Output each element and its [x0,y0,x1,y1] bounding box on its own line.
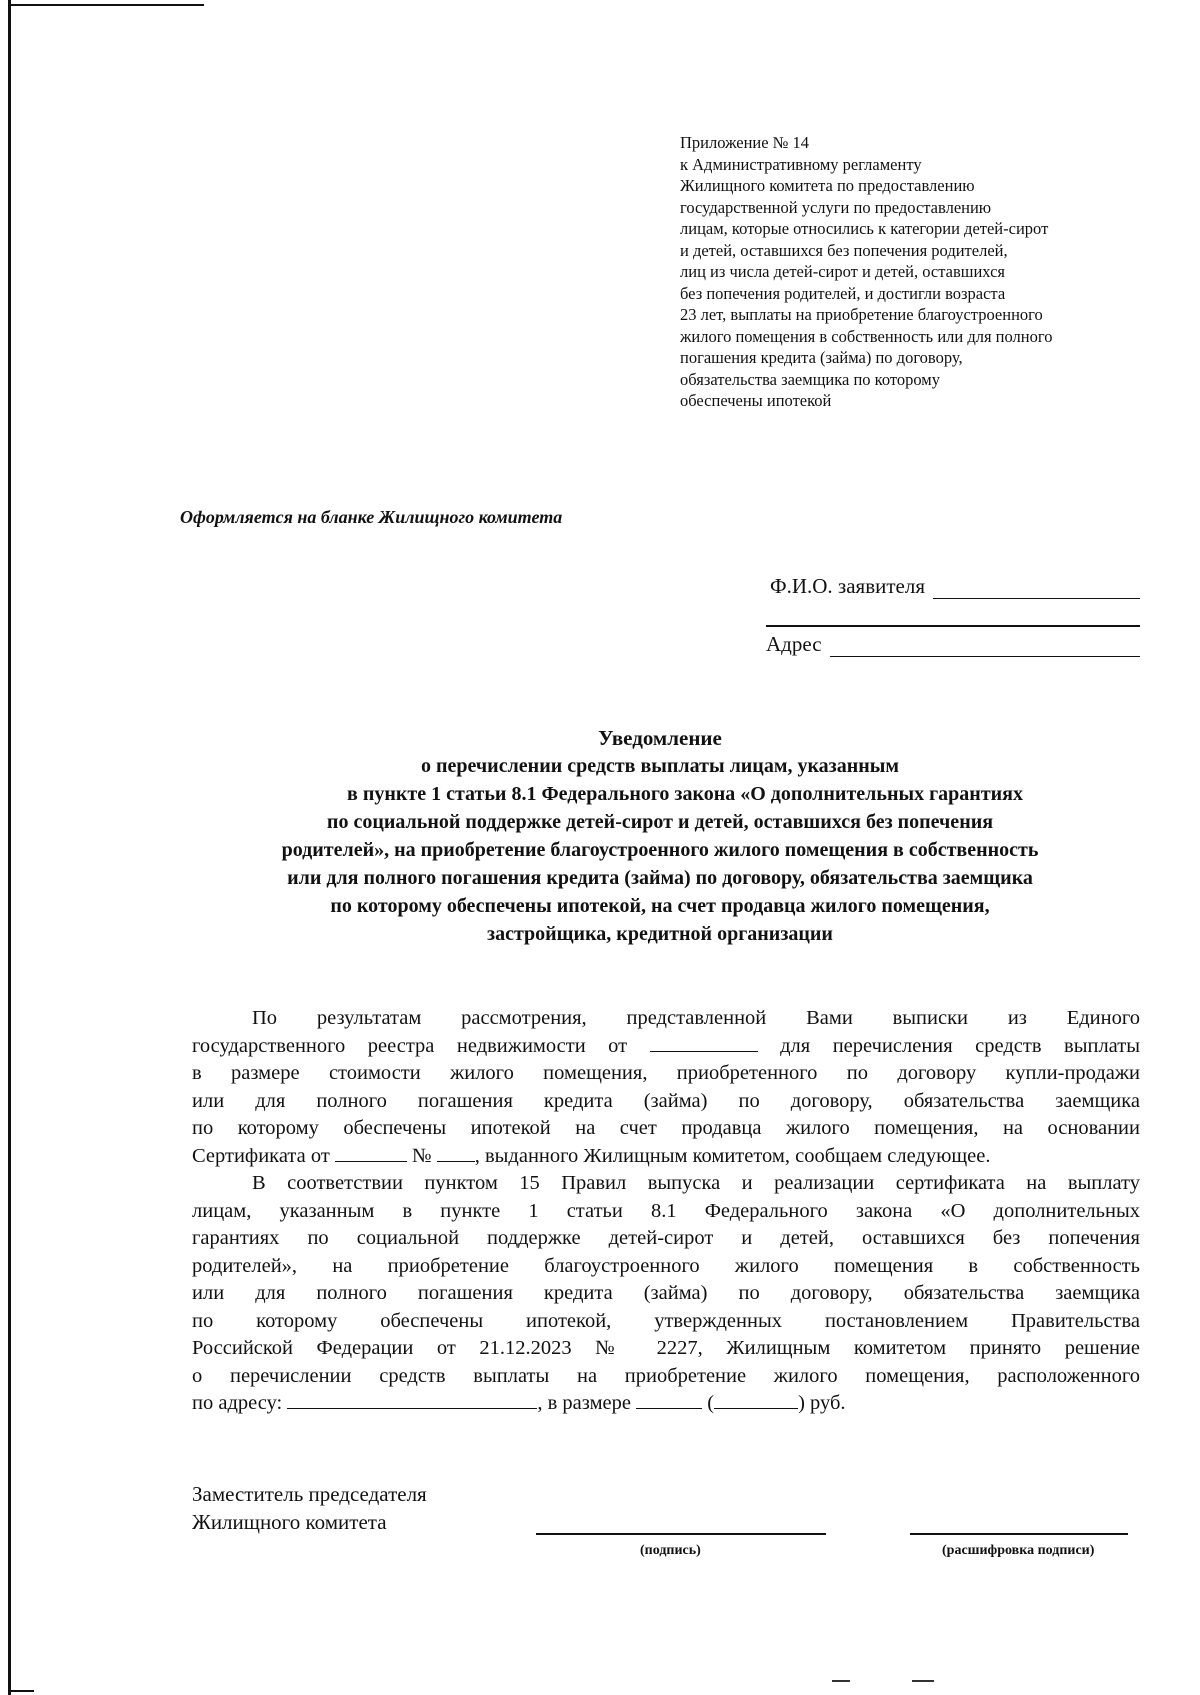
signature-decoding-caption: (расшифровка подписи) [942,1543,1095,1558]
page-edge-bottom [8,1690,34,1692]
applicant-name-second-line[interactable] [766,625,1140,627]
applicant-name-block [760,574,1140,599]
scan-artifact [832,1680,850,1682]
title-line: родителей», на приобретение благоустроенного жилого помещения в собственность [281,839,1039,861]
property-address-field[interactable] [287,1390,537,1409]
title-line: в пункте 1 статьи 8.1 Федерального закона «О дополнительных гарантиях [347,783,1023,805]
letterhead-note: Оформляется на бланке Жилищного комитета [180,507,563,527]
body-line [192,1143,1140,1171]
appendix-line: жилого помещения в собственность или для полного [680,326,1053,346]
body-line: о перечислении средств выплаты на приобретение жилого помещения, расположенного [192,1364,1140,1387]
body-text-fragment: по адресу: [192,1392,283,1414]
signer-position-line: Заместитель председателя [192,1482,427,1506]
signature-field[interactable] [536,1533,826,1535]
title-line: застройщика, кредитной организации [487,923,833,945]
signature-decoding-field[interactable] [910,1533,1128,1535]
appendix-line: к Административному регламенту [680,154,922,174]
body-text-fragment: , в размере [537,1392,632,1414]
page-edge-top [8,4,204,6]
amount-words-field[interactable] [714,1390,798,1409]
applicant-address-field[interactable] [830,636,1140,657]
page-edge-left [8,0,11,1695]
body-line: лицам, указанным в пункте 1 статьи 8.1 Федерального закона «О дополнительных [192,1199,1140,1222]
body-line: по которому обеспечены ипотекой на счет продавца жилого помещения, на основании [192,1117,1140,1139]
title-line: по социальной поддержке детей-сирот и детей, оставшихся без попечения [326,811,994,833]
appendix-line: государственной услуги по предоставлению [680,197,992,217]
applicant-address-block [760,632,1140,657]
title-line: Уведомление [598,726,722,750]
appendix-line: и детей, оставшихся без попечения родителей, [680,240,1008,260]
body-line: в размере стоимости жилого помещения, приобретенного по договору купли-продажи [192,1062,1140,1084]
body-text-fragment: Сертификата от [192,1144,330,1167]
body-line [192,1033,1140,1061]
notice-title [180,724,1140,948]
notice-body [192,1005,1140,1418]
appendix-line: погашения кредита (займа) по договору, [680,348,963,367]
appendix-line: обязательства заемщика по которому [680,369,940,389]
signer-position [192,1480,427,1536]
appendix-header [680,132,1150,412]
body-line: гарантиях по социальной поддержке детей-сирот и детей, оставшихся без попечения [192,1227,1140,1249]
applicant-name-field[interactable] [933,578,1140,599]
body-text-fragment: ( [707,1392,715,1414]
signer-position-line: Жилищного комитета [192,1510,387,1534]
body-text-fragment: ) руб. [798,1392,846,1414]
body-line: В соответствии пунктом 15 Правил выпуска и реализации сертификата на выплату [252,1172,1140,1194]
body-line: По результатам рассмотрения, представленной Вами выписки из Единого [252,1007,1140,1029]
body-line: или для полного погашения кредита (займа) по договору, обязательства заемщика [192,1282,1140,1304]
amount-figures-field[interactable] [636,1390,702,1409]
title-line: по которому обеспечены ипотекой, на счет продавца жилого помещения, [330,895,990,917]
body-text-fragment: для перечисления средств выплаты [780,1034,1140,1057]
appendix-line: Жилищного комитета по предоставлению [680,176,975,195]
body-line: Российской Федерации от 21.12.2023 № 2227, Жилищным комитетом принято решение [192,1337,1140,1359]
certificate-number-field[interactable] [437,1143,475,1162]
body-line: родителей», на приобретение благоустроенного жилого помещения в собственность [192,1254,1140,1277]
appendix-line: без попечения родителей, и достигли возраста [680,283,1006,303]
appendix-line: лиц из числа детей-сирот и детей, оставшихся [680,262,1005,281]
appendix-line: 23 лет, выплаты на приобретение благоустроенного [680,305,1043,324]
appendix-line: лицам, которые относились к категории детей-сирот [680,219,1049,238]
signature-caption: (подпись) [640,1543,701,1558]
certificate-date-field[interactable] [335,1143,407,1162]
body-text-fragment: государственного реестра недвижимости от [192,1034,628,1057]
extract-date-field[interactable] [650,1033,758,1052]
appendix-line: обеспечены ипотекой [680,391,832,410]
body-text-fragment: № [412,1144,432,1167]
title-line: о перечислении средств выплаты лицам, указанным [421,755,899,777]
body-line: по которому обеспечены ипотекой, утвержденных постановлением Правительства [192,1309,1140,1332]
body-text-fragment: , выданного Жилищным комитетом, сообщаем следующее. [474,1144,991,1167]
body-line: или для полного погашения кредита (займа) по договору, обязательства заемщика [192,1089,1140,1112]
scan-artifact [912,1680,934,1682]
body-line [192,1390,1140,1418]
applicant-name-label: Ф.И.О. заявителя [770,574,925,598]
applicant-address-label: Адрес [766,632,822,656]
appendix-line: Приложение № 14 [680,133,810,152]
title-line: или для полного погашения кредита (займа) по договору, обязательства заемщика [287,867,1033,889]
